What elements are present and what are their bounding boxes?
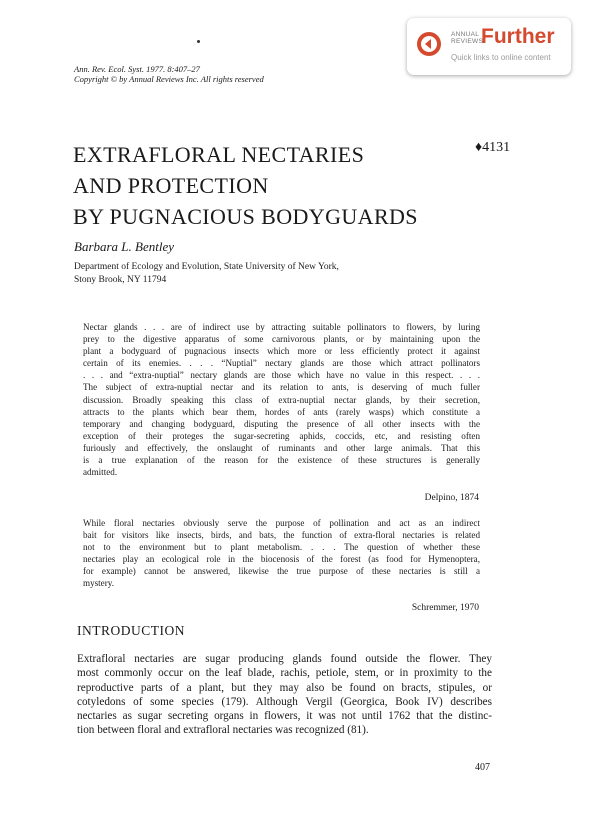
article-title: [73, 139, 473, 232]
paragraph-line: Extrafloral nectaries are sugar producing glands found outside the flower. They: [77, 653, 492, 665]
quote-line: mystery.: [83, 578, 114, 589]
page-number: 407: [475, 762, 490, 773]
quote-line: plant a bodyguard of pugnacious insects which more or less efficiently protect it against: [83, 346, 480, 357]
badge-quick-links-text: Quick links to online content: [451, 53, 551, 62]
quote-line: nectaries play an ecological role in the biocenosis of the forest (as food for Hymenoptera,: [83, 554, 480, 565]
quote-line: Nectar glands . . . are of indirect use by attracting suitable pollinators to flowers, by luring: [83, 322, 480, 332]
quote-line: furiously and effectively, the onslaught of ruminants and other large animals. That this: [83, 442, 480, 453]
paragraph-line: tion between floral and extrafloral nectaries was recognized (81).: [77, 724, 369, 737]
section-heading-introduction: INTRODUCTION: [77, 623, 185, 638]
stray-mark: [197, 40, 200, 43]
citation-line: Ann. Rev. Ecol. Syst. 1977. 8:407–27: [74, 64, 200, 74]
quote-line: not to the environment but to plant metabolism. . . . The question of whether these: [83, 542, 480, 553]
copyright-line: Copyright © by Annual Reviews Inc. All rights reserved: [74, 74, 264, 84]
badge-annual-text: ANNUAL: [451, 31, 480, 38]
quote-attribution-delpino: Delpino, 1874: [424, 493, 479, 503]
quote-line: . . . and “extra-nuptial” nectary glands are those which have no value in this respect. . . .: [83, 370, 480, 381]
paragraph-line: most commonly occur on the leaf blade, rachis, petiole, stem, or in proximity to the: [77, 667, 492, 680]
quote-line: prey to the digestive apparatus of some carnivorous plants, or by maintaining upon the: [83, 334, 480, 345]
quote-line: certain of its enemies. . . . “Nuptial” nectary glands are those which attract pollinators: [83, 358, 480, 369]
paragraph-line: reproductive parts of a plant, but they may also be found on bracts, stipules, or: [77, 681, 492, 694]
quote-line: for example) cannot be answered, likewise the true purpose of these nectaries is still a: [83, 566, 480, 577]
catalog-number: ♦4131: [475, 140, 511, 155]
paragraph-line: nectaries as sugar secreting organs in flowers, it was not until 1762 that the distinc-: [77, 710, 492, 723]
badge-further-text: Further: [481, 25, 555, 48]
epigraph-quote-schremmer: [83, 517, 480, 590]
play-circle-icon: [416, 31, 442, 57]
quote-line: admitted.: [83, 467, 118, 478]
title-line: AND PROTECTION: [73, 173, 269, 198]
quote-line: discussion. Broadly speaking this class of extra-nuptial nectar glands, by their secretion,: [83, 394, 480, 405]
affiliation-line: Department of Ecology and Evolution, State University of New York,: [74, 262, 339, 272]
quote-line: bait for visitors like insects, birds, and bats, the function of extra-floral nectaries is related: [83, 530, 480, 541]
further-badge[interactable]: [407, 18, 571, 75]
quote-line: temporary and changing bodyguard, disputing the presence of all other insects with the: [83, 418, 480, 429]
epigraph-quote-delpino: [83, 321, 480, 478]
author-name: Barbara L. Bentley: [74, 239, 175, 254]
paragraph-line: cotyledons of some species (179). Although Vergil (Georgica, Book IV) describes: [77, 695, 492, 708]
badge-reviews-text: REVIEWS: [451, 38, 484, 45]
quote-line: The subject of extra-nuptial nectar and its relation to ants, is deserving of much fuller: [83, 382, 480, 393]
quote-line: exception of their proteges the sugar-secreting aphids, coccids, etc, and resisting often: [83, 430, 480, 441]
quote-line: While floral nectaries obviously serve the purpose of pollination and act as an indirect: [83, 518, 480, 528]
quote-line: is a true explanation of the reason for the existence of these structures is generally: [83, 455, 480, 466]
quote-line: attracts to the plants which bear them, hordes of ants (rarely wasps) which constitute a: [83, 406, 480, 417]
title-line: EXTRAFLORAL NECTARIES: [73, 142, 365, 167]
introduction-paragraph: [77, 652, 492, 738]
affiliation-line: Stony Brook, NY 11794: [74, 275, 167, 285]
title-line: BY PUGNACIOUS BODYGUARDS: [73, 204, 418, 229]
quote-attribution-schremmer: Schremmer, 1970: [411, 603, 479, 613]
author-affiliation: [74, 261, 339, 287]
journal-citation: [74, 64, 264, 84]
